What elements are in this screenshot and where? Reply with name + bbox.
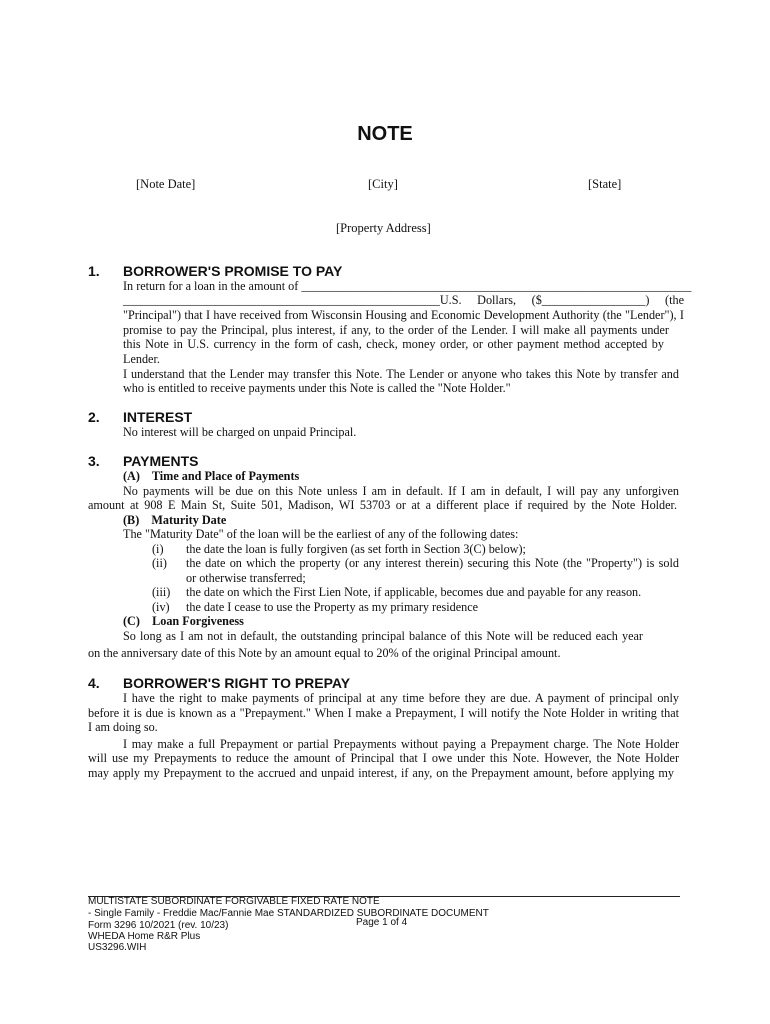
section-1-text: ____________________________________________________U.S. Dollars, ($_________________) (the bbox=[123, 293, 684, 307]
subsection-a-text: amount at 908 E Main St, Suite 501, Madison, WI 53703 or at a different place if required by the Note Holder. bbox=[88, 498, 677, 512]
maturity-item-text: the date I cease to use the Property as my primary residence bbox=[186, 600, 479, 614]
maturity-item-number: (ii) bbox=[152, 556, 167, 570]
city-field: [City] bbox=[368, 177, 398, 191]
section-2-heading: INTEREST bbox=[123, 409, 193, 425]
maturity-item-number: (iii) bbox=[152, 585, 171, 599]
section-3-heading: PAYMENTS bbox=[123, 453, 199, 469]
section-4-number: 4. bbox=[88, 675, 100, 691]
section-1-text: Lender. bbox=[123, 352, 160, 366]
subsection-c-heading: (C) Loan Forgiveness bbox=[123, 614, 244, 628]
maturity-item-number: (iv) bbox=[152, 600, 170, 614]
maturity-item-number: (i) bbox=[152, 542, 164, 556]
maturity-item-text: or otherwise transferred; bbox=[186, 571, 306, 585]
footer-form-number: Form 3296 10/2021 (rev. 10/23) bbox=[88, 920, 229, 931]
maturity-item-text: the date on which the First Lien Note, if applicable, becomes due and payable for any reason. bbox=[186, 585, 642, 599]
subsection-c-text: So long as I am not in default, the outstanding principal balance of this Note will be reduced each year bbox=[123, 629, 643, 643]
section-1-text: In return for a loan in the amount of ________________________________________________________________ bbox=[123, 279, 692, 293]
section-1-text: "Principal") that I have received from Wisconsin Housing and Economic Development Authority (the "Lender"), I bbox=[123, 308, 684, 322]
section-4-text: before it is due is known as a "Prepayment." When I make a Prepayment, I will notify the Note Holder in writing that bbox=[88, 706, 679, 720]
section-2-text: No interest will be charged on unpaid Principal. bbox=[123, 425, 357, 439]
section-1-text: I understand that the Lender may transfer this Note. The Lender or anyone who takes this Note by transfer and bbox=[123, 367, 679, 381]
section-1-text: promise to pay the Principal, plus interest, if any, to the order of the Lender. I will make all payments under bbox=[123, 323, 669, 337]
subsection-a-heading: (A) Time and Place of Payments bbox=[123, 469, 300, 483]
section-4-text: will use my Prepayments to reduce the amount of Principal that I owe under this Note. However, the Note Holder bbox=[88, 751, 679, 765]
section-1-text: who is entitled to receive payments under this Note is called the "Note Holder." bbox=[123, 381, 511, 395]
footer-doc-code: US3296.WIH bbox=[88, 942, 147, 953]
property-address-field: [Property Address] bbox=[336, 221, 431, 235]
page-number: Page 1 of 4 bbox=[356, 917, 408, 928]
maturity-item-text: the date on which the property (or any interest therein) securing this Note (the "Property") is sold bbox=[186, 556, 679, 570]
maturity-item-text: the date the loan is fully forgiven (as set forth in Section 3(C) below); bbox=[186, 542, 526, 556]
section-1-heading: BORROWER'S PROMISE TO PAY bbox=[123, 263, 343, 279]
section-4-text: I may make a full Prepayment or partial Prepayments without paying a Prepayment charge. The Note Holder bbox=[123, 737, 679, 751]
subsection-a-text: No payments will be due on this Note unless I am in default. If I am in default, I will pay any unforgiven bbox=[123, 484, 679, 498]
footer-form-title: MULTISTATE SUBORDINATE FORGIVABLE FIXED RATE NOTE bbox=[88, 896, 380, 907]
section-1-text: this Note in U.S. currency in the form of cash, check, money order, or other payment method accepted by bbox=[123, 337, 664, 351]
footer-form-subtitle: - Single Family - Freddie Mac/Fannie Mae STANDARDIZED SUBORDINATE DOCUMENT bbox=[88, 908, 489, 919]
subsection-b-heading: (B) Maturity Date bbox=[123, 513, 227, 527]
document-title: NOTE bbox=[357, 123, 413, 145]
subsection-c-text: on the anniversary date of this Note by an amount equal to 20% of the original Principal amount. bbox=[88, 646, 561, 660]
subsection-b-text: The "Maturity Date" of the loan will be the earliest of any of the following dates: bbox=[123, 527, 519, 541]
section-4-text: I have the right to make payments of principal at any time before they are due. A payment of principal only bbox=[123, 691, 679, 705]
footer-program-name: WHEDA Home R&R Plus bbox=[88, 931, 201, 942]
section-4-text: may apply my Prepayment to the accrued and unpaid interest, if any, on the Prepayment amount, before applying my bbox=[88, 766, 674, 780]
section-4-heading: BORROWER'S RIGHT TO PREPAY bbox=[123, 675, 351, 691]
section-2-number: 2. bbox=[88, 409, 100, 425]
section-1-number: 1. bbox=[88, 263, 100, 279]
section-3-number: 3. bbox=[88, 453, 100, 469]
section-4-text: I am doing so. bbox=[88, 720, 158, 734]
note-date-field: [Note Date] bbox=[136, 177, 196, 191]
state-field: [State] bbox=[588, 177, 622, 191]
